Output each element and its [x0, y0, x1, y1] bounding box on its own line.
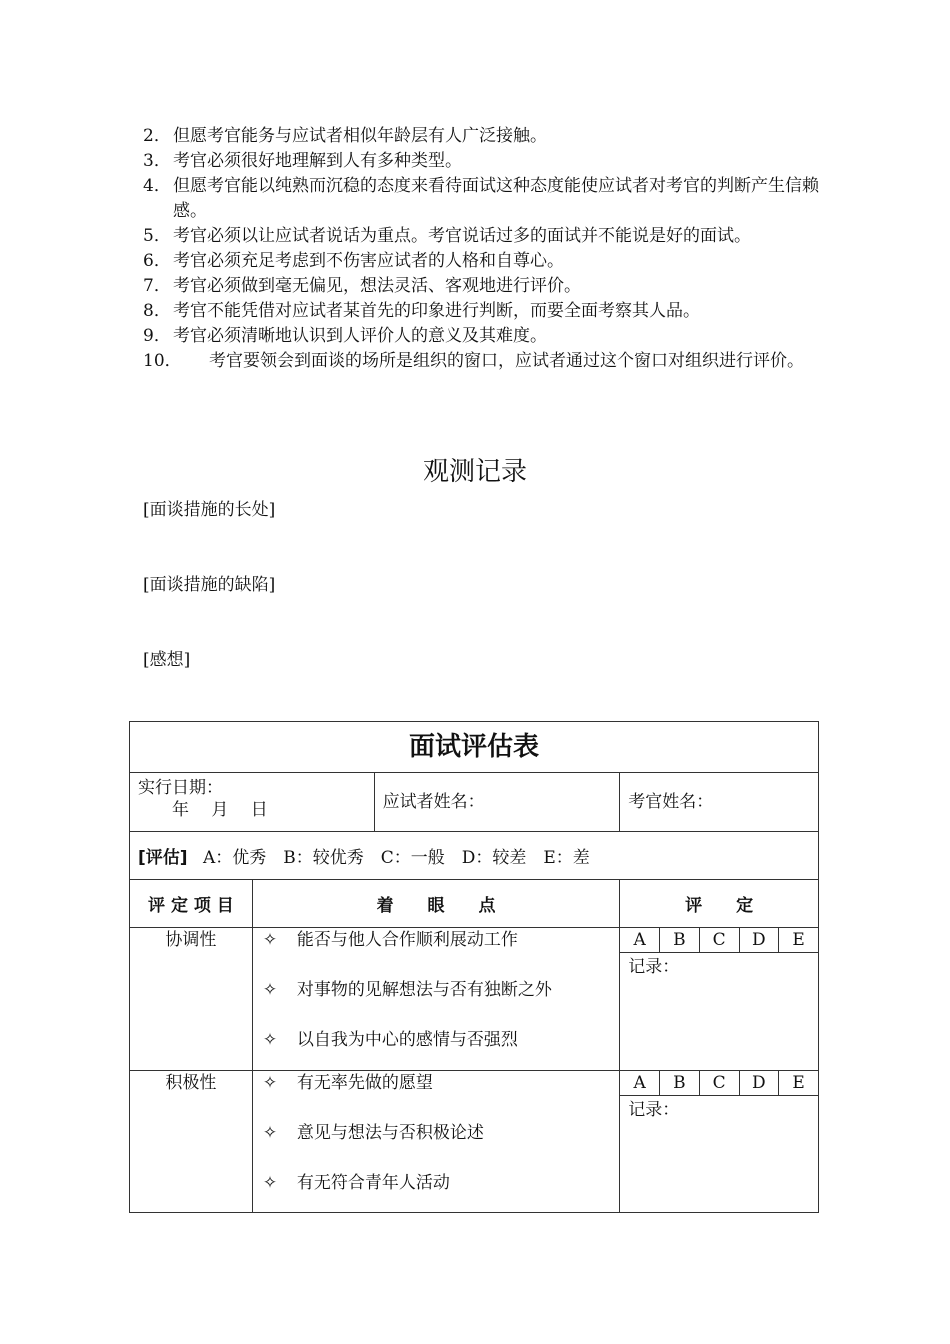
date-units: 年 月 日 [172, 800, 268, 820]
examiner-name-field[interactable] [620, 773, 819, 832]
point-text: 对事物的见解想法与否有独断之外 [296, 980, 552, 1000]
list-item [143, 224, 823, 249]
list-item [143, 349, 823, 374]
form-title: 面试评估表 [130, 722, 819, 773]
list-text: 考官必须做到毫无偏见，想法灵活、客观地进行评价。 [173, 276, 581, 296]
point-item [263, 928, 619, 978]
list-text: 考官必须很好地理解到人有多种类型。 [173, 151, 462, 171]
list-text: 考官必须充足考虑到不伤害应试者的人格和自尊心。 [173, 251, 564, 271]
list-text: 考官要领会到面谈的场所是组织的窗口，应试者通过这个窗口对组织进行评价。 [209, 351, 804, 371]
section-heading: 观测记录 [422, 457, 527, 487]
grade-cell [620, 1071, 819, 1213]
grade-e[interactable]: E [778, 1071, 818, 1095]
list-number: 9． [143, 326, 171, 346]
grade-c[interactable]: C [699, 1071, 739, 1095]
record-label[interactable]: 记录： [628, 957, 680, 977]
list-number: 4． [143, 176, 171, 196]
point-text: 有无率先做的愿望 [296, 1073, 433, 1093]
list-number: 3． [143, 151, 171, 171]
record-label[interactable]: 记录： [628, 1100, 680, 1120]
list-text: 考官不能凭借对应试者某首先的印象进行判断，而要全面考察其人品。 [173, 301, 700, 321]
list-item [143, 299, 823, 324]
table-row [130, 1071, 819, 1213]
list-text: 但愿考官能以纯熟而沉稳的态度来看待面试这种态度能使应试者对考官的判断产生信赖感。 [173, 176, 819, 221]
point-text: 以自我为中心的感情与否强烈 [296, 1030, 518, 1050]
list-item [143, 149, 823, 174]
point-text: 意见与想法与否积极论述 [296, 1123, 484, 1143]
list-text: 但愿考官能务与应试者相似年龄层有人广泛接触。 [173, 126, 547, 146]
point-text: 有无符合青年人活动 [296, 1173, 450, 1193]
point-item [263, 1028, 619, 1068]
grade-options [620, 928, 818, 953]
date-label: 实行日期： [138, 778, 223, 798]
grade-b[interactable]: B [659, 1071, 699, 1095]
grade-d[interactable]: D [739, 928, 779, 952]
interview-evaluation-form [129, 721, 819, 1213]
grade-c[interactable]: C [699, 928, 739, 952]
point-item [263, 1121, 619, 1171]
grade-a[interactable]: A [633, 1073, 646, 1093]
bullet-icon: ✧ [262, 1030, 278, 1050]
points-cell [252, 928, 619, 1071]
list-number: 5． [143, 226, 171, 246]
list-item [143, 249, 823, 274]
candidate-name-field[interactable] [374, 773, 620, 832]
list-item [143, 274, 823, 299]
point-text: 能否与他人合作顺利展动工作 [296, 930, 518, 950]
item-name: 积极性 [130, 1071, 253, 1213]
note-strengths: [面谈措施的长处] [143, 500, 276, 520]
list-item [143, 124, 823, 149]
grade-options [620, 1071, 818, 1096]
guideline-list [143, 124, 823, 374]
note-thoughts: [感想] [143, 650, 191, 670]
date-field[interactable] [130, 773, 375, 832]
grade-cell [620, 928, 819, 1071]
list-item [143, 324, 823, 349]
list-number: 6． [143, 251, 171, 271]
list-text: 考官必须以让应试者说话为重点。考官说话过多的面试并不能说是好的面试。 [173, 226, 751, 246]
col-rating-header: 评 定 [620, 880, 819, 928]
bullet-icon: ✧ [262, 1073, 278, 1093]
list-number: 7． [143, 276, 171, 296]
rating-scale [130, 832, 819, 880]
bullet-icon: ✧ [262, 1123, 278, 1143]
bullet-icon: ✧ [262, 930, 278, 950]
table-row [130, 928, 819, 1071]
grade-d[interactable]: D [739, 1071, 779, 1095]
rating-prefix: [评估] [138, 848, 188, 868]
item-name: 协调性 [130, 928, 253, 1071]
grade-a[interactable]: A [633, 930, 646, 950]
point-item [263, 1171, 619, 1211]
list-number: 8． [143, 301, 171, 321]
candidate-label: 应试者姓名： [382, 792, 485, 812]
list-number: 2． [143, 126, 171, 146]
rating-scale-text: A：优秀 B：较优秀 C：一般 D：较差 E：差 [202, 848, 590, 868]
bullet-icon: ✧ [262, 980, 278, 1000]
point-item [263, 1071, 619, 1121]
note-weaknesses: [面谈措施的缺陷] [143, 575, 276, 595]
list-text: 考官必须清晰地认识到人评价人的意义及其难度。 [173, 326, 547, 346]
examiner-label: 考官姓名： [628, 792, 714, 812]
point-item [263, 978, 619, 1028]
grade-e[interactable]: E [778, 928, 818, 952]
col-item-header: 评 定 项 目 [130, 880, 253, 928]
points-cell [252, 1071, 619, 1213]
bullet-icon: ✧ [262, 1173, 278, 1193]
col-points-header: 着 眼 点 [252, 880, 619, 928]
grade-b[interactable]: B [659, 928, 699, 952]
list-number: 10． [143, 351, 182, 371]
list-item [143, 174, 823, 224]
